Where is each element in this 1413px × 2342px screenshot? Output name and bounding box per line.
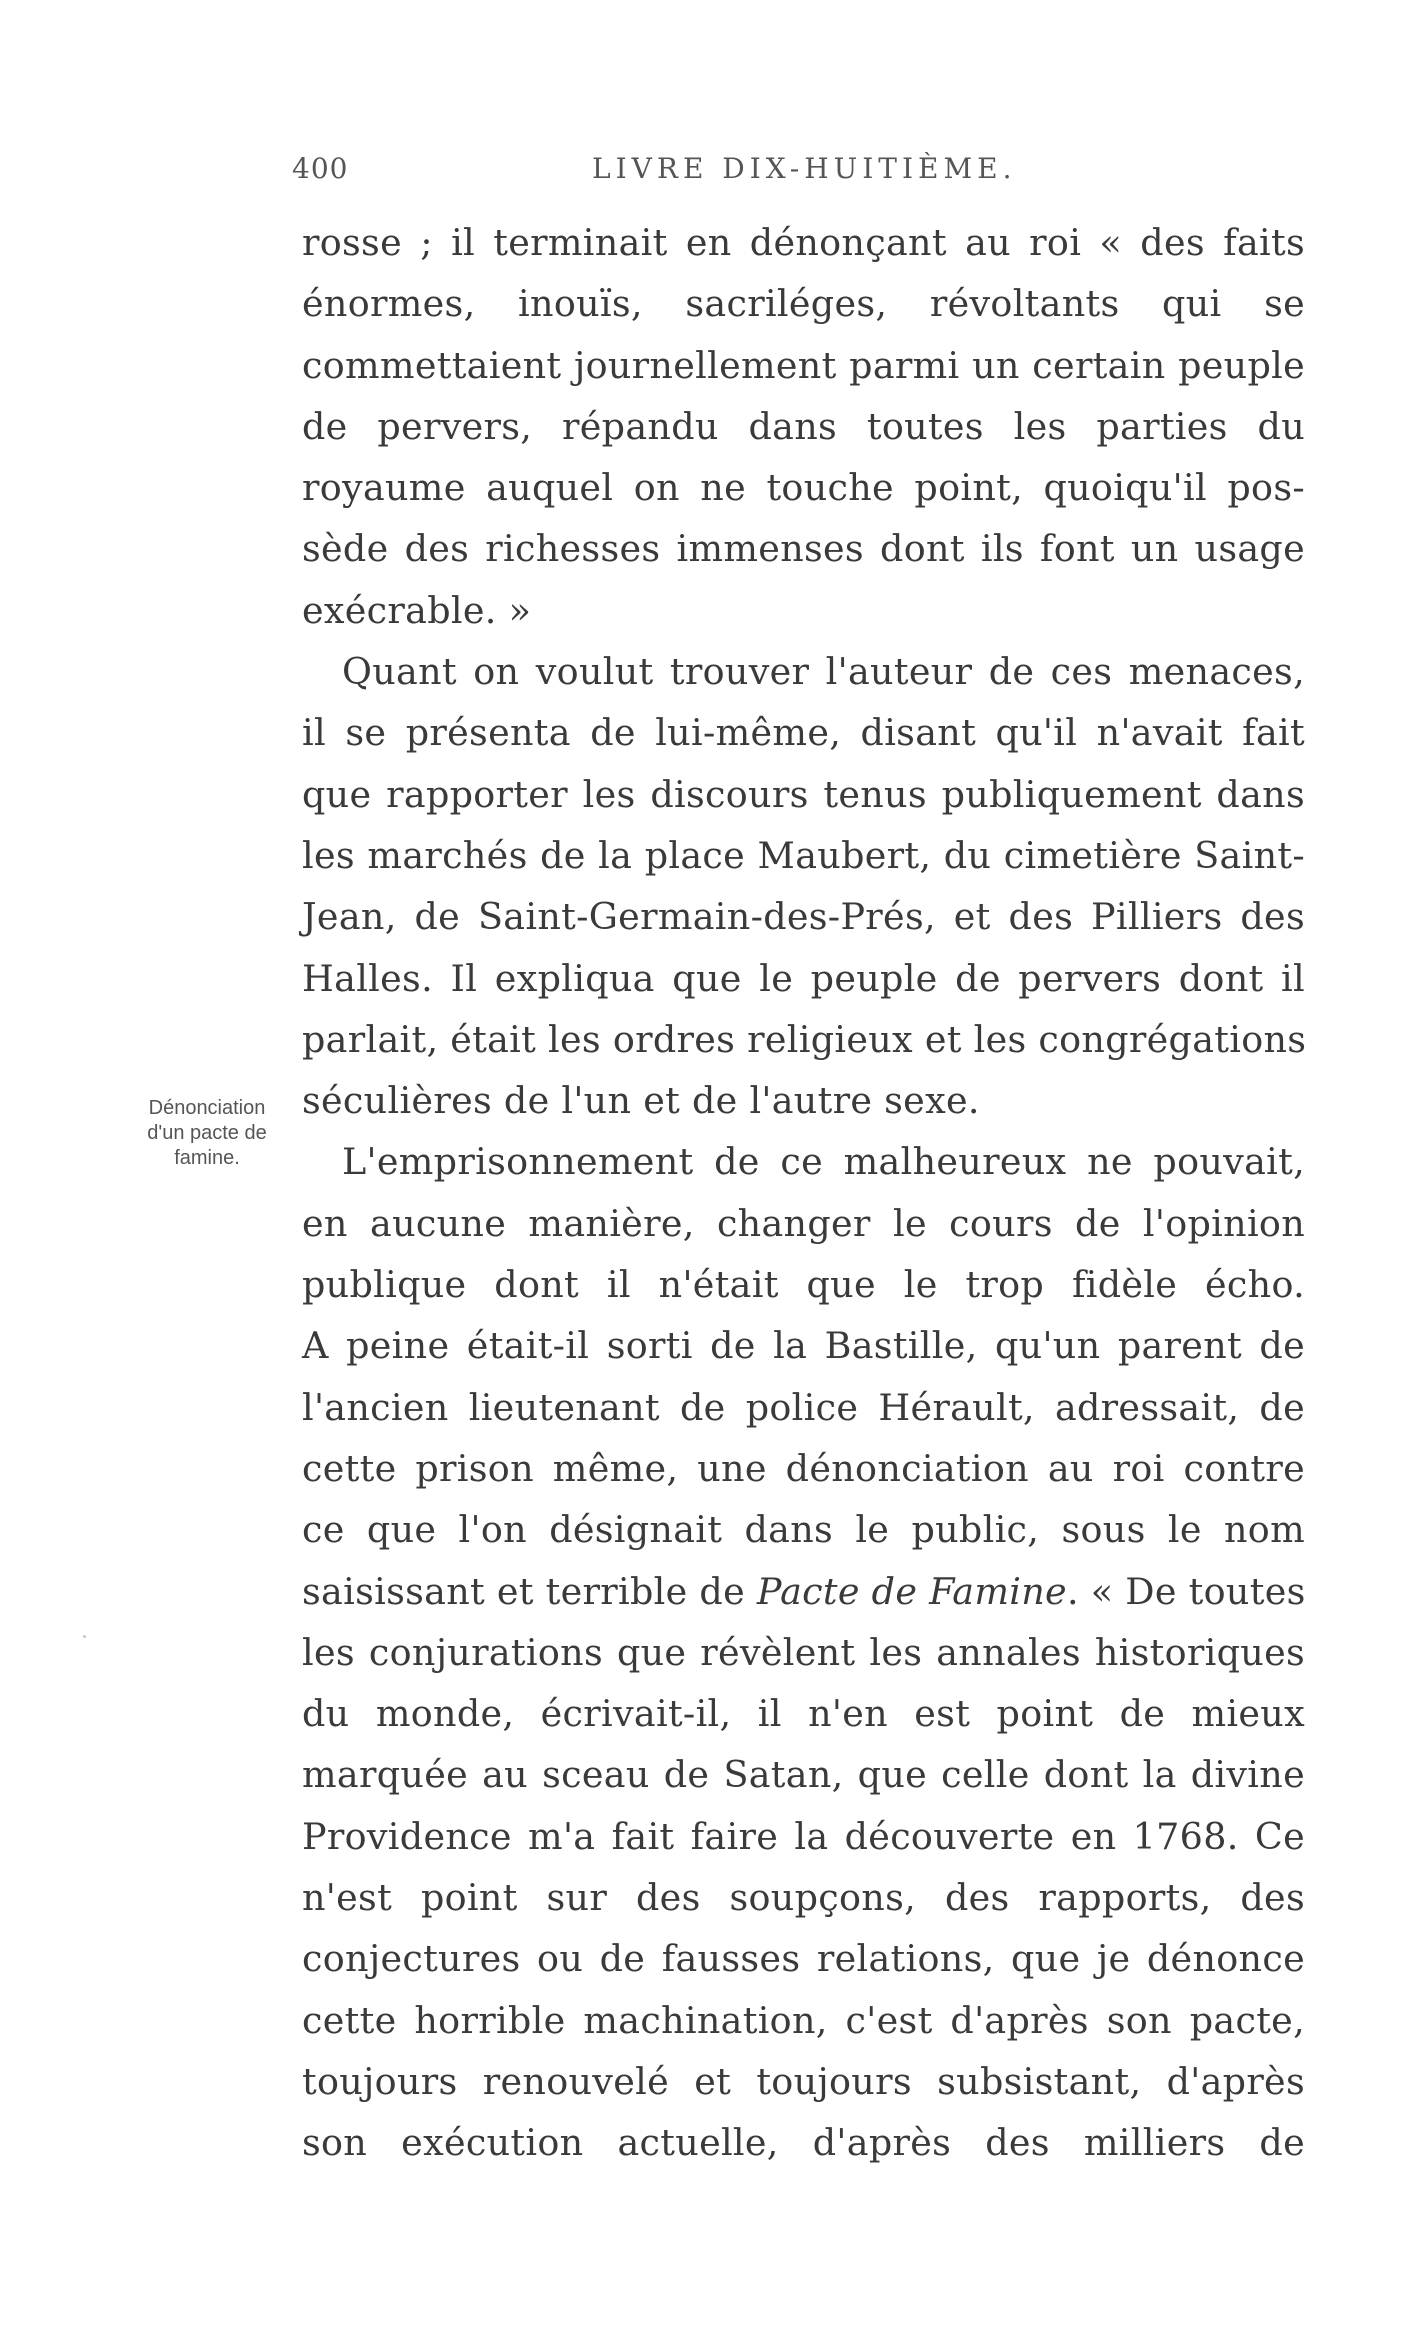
text-line: ce que l'on désignait dans le public, sous le nom — [302, 1508, 1305, 1552]
text-line: du monde, écrivait-il, il n'en est point de mieux — [302, 1692, 1305, 1736]
text-line: A peine était-il sorti de la Bastille, qu'un parent de — [302, 1324, 1305, 1368]
text-line: Halles. Il expliqua que le peuple de pervers dont il — [302, 956, 1305, 1000]
text-line: rosse ; il terminait en dénonçant au roi « des faits — [302, 221, 1305, 264]
text-line: cette horrible machination, c'est d'après son pacte, — [302, 1998, 1305, 2042]
text-line: marquée au sceau de Satan, que celle dont la divine — [302, 1753, 1305, 1797]
paper-speck — [83, 1635, 86, 1638]
text-line: cette prison même, une dénonciation au roi contre — [302, 1446, 1305, 1490]
text-line: énormes, inouïs, sacriléges, révoltants qui se — [302, 282, 1305, 326]
text-line: Providence m'a fait faire la découverte en 1768. Ce — [302, 1814, 1305, 1858]
text-line: Quant on voulut trouver l'auteur de ces menaces, — [342, 650, 1305, 694]
body-text — [302, 212, 1305, 2174]
text-segment: . « De toutes — [1066, 1569, 1306, 1613]
text-line: royaume auquel on ne touche point, quoiqu'il pos- — [302, 466, 1305, 510]
text-line: que rapporter les discours tenus publiquement dans — [302, 772, 1305, 816]
margin-note-line: famine. — [174, 1147, 240, 1169]
running-title: LIVRE DIX-HUITIÈME. — [592, 152, 1017, 185]
text-line: en aucune manière, changer le cours de l'opinion — [302, 1201, 1305, 1245]
margin-note-line: Dénonciation — [148, 1097, 266, 1119]
text-segment: saisissant et terrible de — [302, 1569, 757, 1613]
italic-title: Pacte de Famine — [756, 1569, 1067, 1613]
text-line: les marchés de la place Maubert, du cimetière Saint- — [302, 833, 1305, 877]
text-line: les conjurations que révèlent les annales historiques — [302, 1630, 1305, 1674]
margin-note — [122, 1096, 292, 1171]
text-line: de pervers, répandu dans toutes les parties du — [302, 404, 1305, 448]
text-line: exécrable. » — [302, 588, 532, 632]
text-line: l'ancien lieutenant de police Hérault, adressait, de — [302, 1385, 1305, 1429]
text-line-mixed — [302, 1561, 1305, 1622]
text-line: séculières de l'un et de l'autre sexe. — [302, 1079, 980, 1123]
page-header — [292, 152, 1304, 192]
text-line: parlait, était les ordres religieux et les congrégations — [302, 1017, 1307, 1061]
text-line: n'est point sur des soupçons, des rapports, des — [302, 1876, 1305, 1920]
text-line: conjectures ou de fausses relations, que je dénonce — [302, 1937, 1305, 1981]
text-line: Jean, de Saint-Germain-des-Prés, et des Pilliers des — [302, 895, 1305, 939]
page-number: 400 — [292, 152, 349, 185]
text-line: sède des richesses immenses dont ils font un usage — [302, 527, 1305, 571]
text-line: toujours renouvelé et toujours subsistant, d'après — [302, 2059, 1305, 2103]
margin-note-line: d'un pacte de — [147, 1122, 267, 1144]
text-line: commettaient journellement parmi un certain peuple — [302, 343, 1305, 387]
text-line: publique dont il n'était que le trop fidèle écho. — [302, 1263, 1305, 1307]
text-line: L'emprisonnement de ce malheureux ne pouvait, — [342, 1140, 1305, 1184]
text-line: son exécution actuelle, d'après des milliers de — [302, 2121, 1305, 2165]
text-line: il se présenta de lui-même, disant qu'il n'avait fait — [302, 711, 1305, 755]
